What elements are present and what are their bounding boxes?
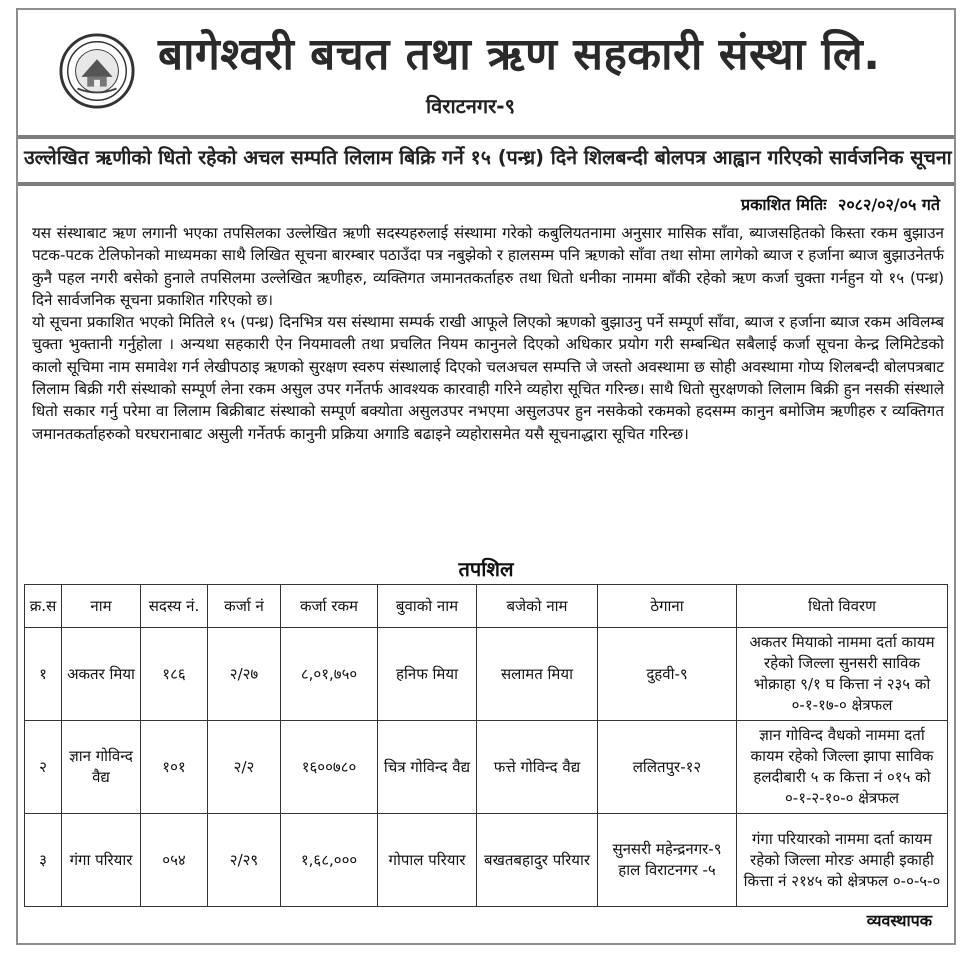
cell-amount: १६००७८० [281,721,378,814]
cell-name: गंगा परियार [62,814,141,907]
publication-date-label: प्रकाशित मितिः [741,195,827,214]
cell-sn: १ [25,628,62,721]
cell-father: हनिफ मिया [378,628,477,721]
cell-address: दुहवी-९ [598,628,737,721]
details-heading: तपशिल [458,557,514,581]
column-header-address: ठेगाना [598,585,737,628]
cell-collateral: ज्ञान गोविन्द वैधको नाममा दर्ता कायम रहेको जिल्ला झापा साविक हलदीबारी ५ क कित्ता नं ०१५ को ०-१-२-१०-० क्षेत्रफल [737,721,948,814]
cell-loan-no: २/२९ [208,814,281,907]
table-row [25,721,948,814]
column-header-loan-amount: कर्जा रकम [281,585,378,628]
cell-member-no: १०१ [141,721,208,814]
cell-amount: १,६८,००० [281,814,378,907]
table-row [25,628,948,721]
org-logo-seal-icon [58,32,136,110]
table-header-row [25,585,948,628]
notice-body [32,222,944,445]
column-header-grandfather: बजेको नाम [477,585,598,628]
column-header-name: नाम [62,585,141,628]
cell-member-no: १८६ [141,628,208,721]
publication-date [735,193,940,215]
publication-date-value: २०८२/०२/०५ गते [838,195,940,214]
cell-father: चित्र गोविन्द वैद्य [378,721,477,814]
cell-name: ज्ञान गोविन्द वैद्य [62,721,141,814]
cell-name: अकतर मिया [62,628,141,721]
borrower-table [24,584,948,907]
cell-collateral: अकतर मियाको नाममा दर्ता कायम रहेको जिल्ला सुनसरी साविक भोक्राहा ९/१ घ कित्ता नं २३५ को ०-१-१७-० क्षेत्रफल [737,628,948,721]
column-header-sn: क्र.स [25,585,62,628]
cell-sn: ३ [25,814,62,907]
cell-loan-no: २/२ [208,721,281,814]
cell-loan-no: २/२७ [208,628,281,721]
header-divider [18,135,954,139]
cell-member-no: ०५४ [141,814,208,907]
title-divider [18,182,954,186]
column-header-loan-no: कर्जा नं [208,585,281,628]
cell-grandfather: फत्ते गोविन्द वैद्य [477,721,598,814]
column-header-father: बुवाको नाम [378,585,477,628]
cell-address: ललितपुर-१२ [598,721,737,814]
cell-father: गोपाल परियार [378,814,477,907]
notice-title: उल्लेखित ऋणीको धितो रहेको अचल सम्पति लिलाम बिक्रि गर्ने १५ (पन्ध्र) दिने शिलबन्दी बोलपत्र आह्वान गरिएको सार्वजनिक सूचना [24,146,952,169]
org-name: बागेश्वरी बचत तथा ऋण सहकारी संस्था लि. [158,29,881,80]
notice-frame [16,8,956,945]
cell-grandfather: सलामत मिया [477,628,598,721]
signature-manager: व्यवस्थापक [866,911,932,930]
cell-address: सुनसरी महेन्द्रनगर-९ हाल विराटनगर -५ [598,814,737,907]
notice-header [18,10,954,140]
org-place: विराटनगर-९ [426,94,515,118]
column-header-collateral: धितो विवरण [737,585,948,628]
cell-sn: २ [25,721,62,814]
notice-paragraph-2: यो सूचना प्रकाशित भएको मितिले १५ (पन्ध्र) दिनभित्र यस संस्थामा सम्पर्क राखी आफूले लिएको ऋणको बुझाउनु पर्ने सम्पूर्ण साँवा, ब्याज र हर्जाना ब्याज रकम अविलम्ब चुक्ता भुक्तानी गर्नुहोला । अन्यथा सहकारी ऐन नियमावली तथा प्रचलित नियम कानुनले दिएको अधिकार प्रयोग गरी सम्बन्धित सबैलाई कर्जा सूचना केन्द्र लिमिटेडको कालो सूचिमा नाम समावेश गर्न लेखीपठाइ ऋणको सुरक्षण स्वरुप संस्थालाई दिएको चलअचल सम्पत्ति जे जस्तो अवस्थामा छ सोही अवस्थामा गोप्य शिलबन्दी बोलपत्रबाट लिलाम बिक्री गरी संस्थाको सम्पूर्ण लेना रकम असुल उपर गर्नेतर्फ आवश्यक कारवाही गरिने व्यहोरा सूचित गरिन्छ। साथै धितो सुरक्षणको लिलाम बिक्री हुन नसकी संस्थाले धितो सकार गर्नु परेमा वा लिलाम बिक्रीबाट संस्थाको सम्पूर्ण बक्योता असुलउपर नभएमा असुलउपर हुन नसकेको रकमको हदसम्म कानुन बमोजिम ऋणीहरु र व्यक्तिगत जमानतकर्ताहरुको घरघरानाबाट असुली गर्नेतर्फ कानुनी प्रक्रिया अगाडि बढाइने व्यहोरासमेत यसै सूचनाद्धारा सूचित गरिन्छ। [32,313,945,443]
cell-amount: ८,०१,७५० [281,628,378,721]
cell-grandfather: बखतबहादुर परियार [477,814,598,907]
column-header-member-no: सदस्य नं. [141,585,208,628]
cell-collateral: गंगा परियारको नाममा दर्ता कायम रहेको जिल्ला मोरङ अमाही इकाही कित्ता नं २१४५ को क्षेत्रफल ०-०-५-० [737,814,948,907]
table-row [25,814,948,907]
notice-paragraph-1: यस संस्थाबाट ऋण लगानी भएका तपसिलका उल्लेखित ऋणी सदस्यहरुलाई संस्थामा गरेको कबुलियतनामा अनुसार मासिक साँवा, ब्याजसहितको किस्ता रकम बुझाउन पटक-पटक टेलिफोनको माध्यमका साथै लिखित सूचना बारम्बार पठाउँदा पत्र नबुझेको र हालसम्म पनि ऋणको साँवा तथा सोमा लागेको ब्याज र हर्जाना ब्याज बुझाउनेतर्फ कुनै पहल नगरी बसेको हुनाले तपसिलमा उल्लेखित ऋणीहरु, व्यक्तिगत जमानतकर्ताहरु तथा धितो धनीका नाममा बाँकी रहेको ऋण कर्जा चुक्ता गर्नहुन यो १५ (पन्ध्र) दिने सार्वजनिक सूचना प्रकाशित गरिएको छ। [32,224,945,309]
